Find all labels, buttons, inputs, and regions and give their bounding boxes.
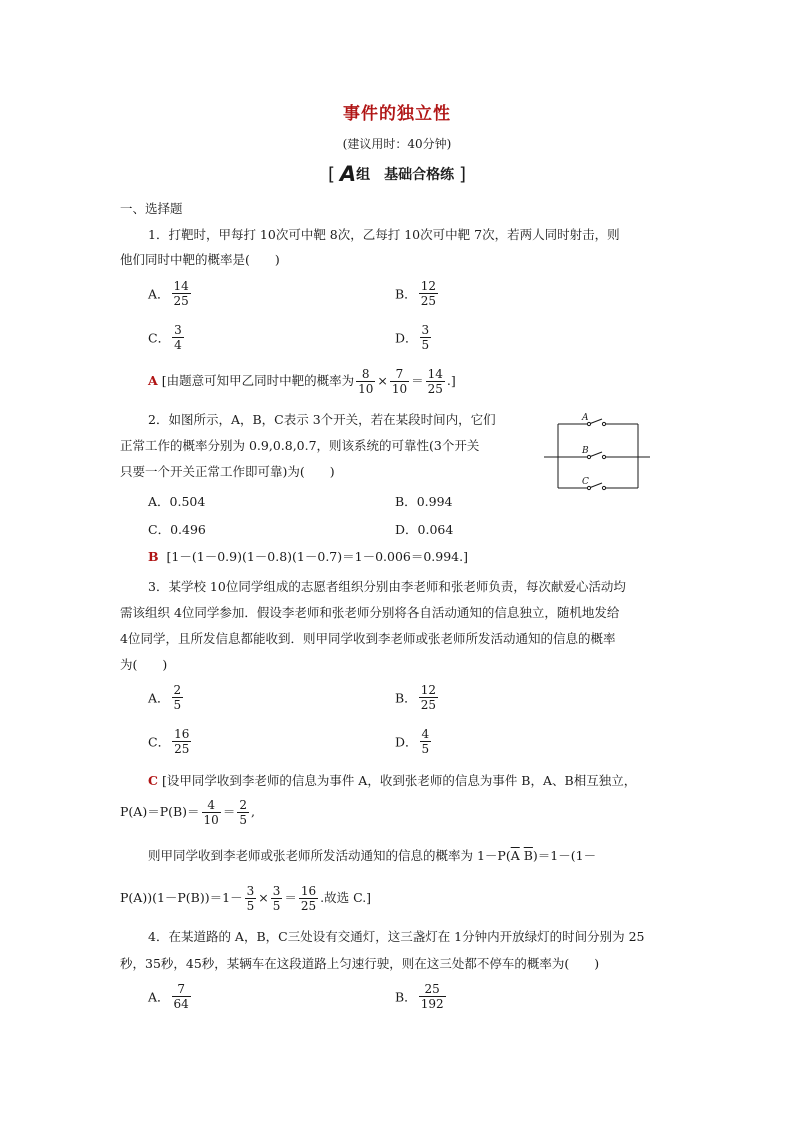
q3-stem-line2: 需该组织 4位同学参加．假设李老师和张老师分别将各自活动通知的信息独立，随机地发给 bbox=[120, 605, 620, 620]
q2-answer-letter: B bbox=[148, 549, 159, 564]
page-title: 事件的独立性 bbox=[343, 104, 451, 124]
switch-a-label: A bbox=[582, 413, 589, 423]
q3-stem-line3: 4位同学，且所发信息都能收到．则甲同学收到李老师或张老师所发活动通知的信息的概率 bbox=[120, 631, 616, 646]
q2-stem-line3: 只要一个开关正常工作即可靠)为( ) bbox=[120, 464, 335, 479]
q1-answer: A [由题意可知甲乙同时中靶的概率为 $\frac{8}{10}$ × $\frac{7}{10}$ ＝ $\frac{14}{25}$ .] bbox=[148, 367, 456, 396]
group-label: 组 基础合格练 bbox=[356, 167, 455, 183]
q3-option-d: D． $\frac{4}{5}$ bbox=[395, 727, 430, 756]
group-letter: A bbox=[339, 162, 357, 186]
q2-option-a: A．0.504 bbox=[148, 494, 206, 509]
q1-option-d: D． $\frac{3}{5}$ bbox=[395, 323, 430, 352]
q3-answer-line2: P(A)＝P(B)＝ $\frac{4}{10}$ ＝ $\frac{2}{5}$ , bbox=[120, 798, 255, 827]
q3-option-a: A． $\frac{2}{5}$ bbox=[148, 683, 182, 712]
q2-option-b: B．0.994 bbox=[395, 494, 453, 509]
circuit-diagram bbox=[540, 408, 652, 494]
section-heading: 一、选择题 bbox=[120, 201, 183, 216]
q4-option-a: A． $\frac{7}{64}$ bbox=[148, 982, 189, 1011]
q1-stem-line1: 1．打靶时，甲每打 10次可中靶 8次，乙每打 10次可中靶 7次，若两人同时射击，则 bbox=[148, 227, 620, 242]
q3-stem-line4: 为( ) bbox=[120, 657, 168, 672]
q3-stem-line1: 3．某学校 10位同学组成的志愿者组织分别由李老师和张老师负责，每次献爱心活动均 bbox=[148, 579, 626, 594]
q2-stem-line2: 正常工作的概率分别为 0.9,0.8,0.7，则该系统的可靠性(3个开关 bbox=[120, 438, 480, 453]
suggested-time: (建议用时：40分钟) bbox=[342, 137, 452, 151]
group-bracket-open: [ bbox=[327, 164, 335, 185]
q1-option-b: B． $\frac{12}{25}$ bbox=[395, 279, 436, 308]
q3-option-c: C． $\frac{16}{25}$ bbox=[148, 727, 190, 756]
q1-option-a: A． $\frac{14}{25}$ bbox=[148, 279, 189, 308]
q3-answer-line4: P(A))(1－P(B))＝1－ $\frac{3}{5}$ × $\frac{3}{5}$ ＝ $\frac{16}{25}$ .故选 C.] bbox=[120, 884, 372, 913]
q1-option-c: C． $\frac{3}{4}$ bbox=[148, 323, 182, 352]
q3-answer-line1: C [设甲同学收到李老师的信息为事件 A，收到张老师的信息为事件 B，A、B相互独立， bbox=[148, 773, 637, 788]
group-bracket-close: ] bbox=[459, 164, 467, 185]
switch-b-label: B bbox=[582, 446, 589, 456]
q2-answer: B [1－(1－0.9)(1－0.8)(1－0.7)＝1－0.006＝0.994.] bbox=[148, 549, 468, 564]
q3-option-b: B． $\frac{12}{25}$ bbox=[395, 683, 436, 712]
q2-option-c: C．0.496 bbox=[148, 522, 206, 537]
q3-answer-letter: C bbox=[148, 773, 158, 788]
group-heading bbox=[0, 162, 794, 186]
q4-option-b: B． $\frac{25}{192}$ bbox=[395, 982, 444, 1011]
q3-answer-line3: 则甲同学收到李老师或张老师所发活动通知的信息的概率为 $1-P(\overline{A}$ $\overline{B})=1-(1-$ bbox=[148, 848, 597, 863]
q2-option-d: D．0.064 bbox=[395, 522, 454, 537]
q1-stem-line2: 他们同时中靶的概率是( ) bbox=[120, 252, 280, 267]
q4-stem-line2: 秒，35秒，45秒，某辆车在这段道路上匀速行驶，则在这三处都不停车的概率为( ) bbox=[120, 956, 600, 971]
q4-stem-line1: 4．在某道路的 A，B，C三处设有交通灯，这三盏灯在 1分钟内开放绿灯的时间分别为 25 bbox=[148, 929, 645, 944]
q2-stem-line1: 2．如图所示，A，B，C表示 3个开关，若在某段时间内，它们 bbox=[148, 412, 496, 427]
q1-answer-letter: A bbox=[148, 373, 158, 388]
switch-c-label: C bbox=[582, 477, 589, 487]
